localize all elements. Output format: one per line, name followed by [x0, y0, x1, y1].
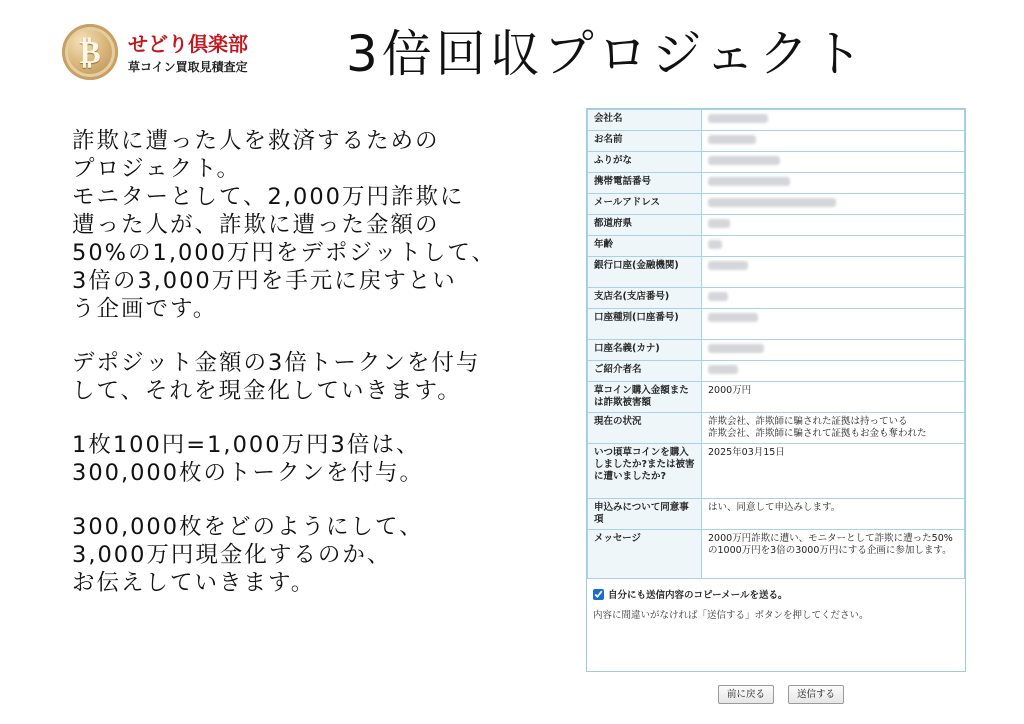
form-row-value — [702, 236, 965, 257]
bitcoin-coin-icon — [62, 24, 118, 80]
brand-logo — [62, 24, 262, 84]
redacted-value — [708, 198, 836, 207]
form-row — [588, 530, 965, 579]
redacted-value — [708, 240, 722, 249]
form-row-label: いつ頃草コインを購入しましたか?または被害に遭いましたか? — [588, 444, 702, 499]
redacted-value — [708, 135, 756, 144]
form-row — [588, 309, 965, 340]
form-row-label: 携帯電話番号 — [588, 173, 702, 194]
form-row — [588, 413, 965, 444]
form-row-value: 2000万円 — [702, 382, 965, 413]
form-actions — [0, 685, 1024, 705]
redacted-value — [708, 261, 748, 270]
text-line: お伝えしていきます。 — [72, 570, 316, 596]
paragraph — [72, 431, 572, 487]
paragraph — [72, 349, 572, 405]
form-row-label: 口座種別(口座番号) — [588, 309, 702, 340]
form-row-label: 銀行口座(金融機関) — [588, 257, 702, 288]
form-row-value — [702, 361, 965, 382]
form-row — [588, 257, 965, 288]
form-row-label: お名前 — [588, 131, 702, 152]
form-row-value — [702, 340, 965, 361]
text-line: 遭った人が、詐欺に遭った金額の — [72, 212, 440, 238]
confirmation-form — [586, 108, 966, 672]
form-row-value: 詐欺会社、詐欺師に騙された証拠は持っている 詐欺会社、詐欺師に騙されて証拠もお金も奪われた — [702, 413, 965, 444]
text-line: 300,000枚をどのようにして、 — [72, 514, 424, 540]
copy-email-row — [587, 579, 965, 601]
form-row — [588, 361, 965, 382]
form-row — [588, 499, 965, 530]
text-line: デポジット金額の3倍トークンを付与 — [72, 350, 481, 376]
form-table — [587, 109, 965, 579]
paragraph — [72, 127, 572, 323]
form-row — [588, 382, 965, 413]
form-row — [588, 131, 965, 152]
form-row-label: 申込みについて同意事項 — [588, 499, 702, 530]
logo-name: せどり倶楽部 — [128, 32, 248, 56]
form-row — [588, 340, 965, 361]
form-row-value — [702, 173, 965, 194]
form-row — [588, 194, 965, 215]
text-line: して、それを現金化していきます。 — [72, 378, 462, 404]
form-row-value — [702, 309, 965, 340]
text-line: 詐欺に遭った人を救済するための — [72, 128, 440, 154]
form-row-value — [702, 257, 965, 288]
form-row-value — [702, 110, 965, 131]
form-row-label: 会社名 — [588, 110, 702, 131]
form-row — [588, 152, 965, 173]
form-row-label: ふりがな — [588, 152, 702, 173]
submit-button[interactable]: 送信する — [788, 685, 844, 704]
text-line: 50%の1,000万円をデポジットして、 — [72, 240, 496, 266]
form-row — [588, 110, 965, 131]
paragraph — [72, 513, 572, 597]
redacted-value — [708, 114, 768, 123]
form-row-label: メッセージ — [588, 530, 702, 579]
confirm-note: 内容に間違いがなければ「送信する」ボタンを押してください。 — [593, 610, 869, 621]
copy-email-label[interactable] — [593, 587, 959, 601]
form-row-label: 現在の状況 — [588, 413, 702, 444]
form-row-label: 口座名義(カナ) — [588, 340, 702, 361]
form-row-label: 年齢 — [588, 236, 702, 257]
form-row — [588, 215, 965, 236]
text-line: 3,000万円現金化するのか、 — [72, 542, 392, 568]
page-title: 3倍回収プロジェクト — [346, 25, 867, 83]
redacted-value — [708, 344, 764, 353]
text-line: う企画です。 — [72, 296, 218, 322]
text-line: 1枚100円=1,000万円3倍は、 — [72, 432, 421, 458]
form-row-value: 2025年03月15日 — [702, 444, 965, 499]
form-row-value: はい、同意して申込みします。 — [702, 499, 965, 530]
form-row-label: ご紹介者名 — [588, 361, 702, 382]
form-row — [588, 236, 965, 257]
redacted-value — [708, 365, 738, 374]
form-row — [588, 288, 965, 309]
body-text — [72, 127, 572, 623]
text-line: プロジェクト。 — [72, 156, 242, 182]
redacted-value — [708, 177, 790, 186]
redacted-value — [708, 219, 730, 228]
redacted-value — [708, 156, 780, 165]
form-row-label: 草コイン購入金額または詐欺被害額 — [588, 382, 702, 413]
form-row-value — [702, 215, 965, 236]
text-line: 300,000枚のトークンを付与。 — [72, 460, 425, 486]
form-row — [588, 444, 965, 499]
form-row-value — [702, 288, 965, 309]
back-button[interactable]: 前に戻る — [718, 685, 774, 704]
form-row-value — [702, 152, 965, 173]
coin-symbol: ₿ — [79, 33, 101, 71]
form-row-label: 支店名(支店番号) — [588, 288, 702, 309]
text-line: 3倍の3,000万円を手元に戻すとい — [72, 268, 457, 294]
redacted-value — [708, 313, 758, 322]
form-row — [588, 173, 965, 194]
redacted-value — [708, 292, 728, 301]
copy-email-checkbox[interactable] — [593, 589, 604, 600]
form-row-label: 都道府県 — [588, 215, 702, 236]
logo-subtitle: 草コイン買取見積査定 — [128, 60, 248, 74]
copy-email-text: 自分にも送信内容のコピーメールを送る。 — [608, 590, 788, 601]
text-line: モニターとして、2,000万円詐欺に — [72, 184, 465, 210]
form-row-label: メールアドレス — [588, 194, 702, 215]
form-row-value — [702, 131, 965, 152]
form-row-value: 2000万円詐欺に遭い、モニターとして詐欺に遭った50%の1000万円を3倍の3000万円にする企画に参加します。 — [702, 530, 965, 579]
form-row-value — [702, 194, 965, 215]
